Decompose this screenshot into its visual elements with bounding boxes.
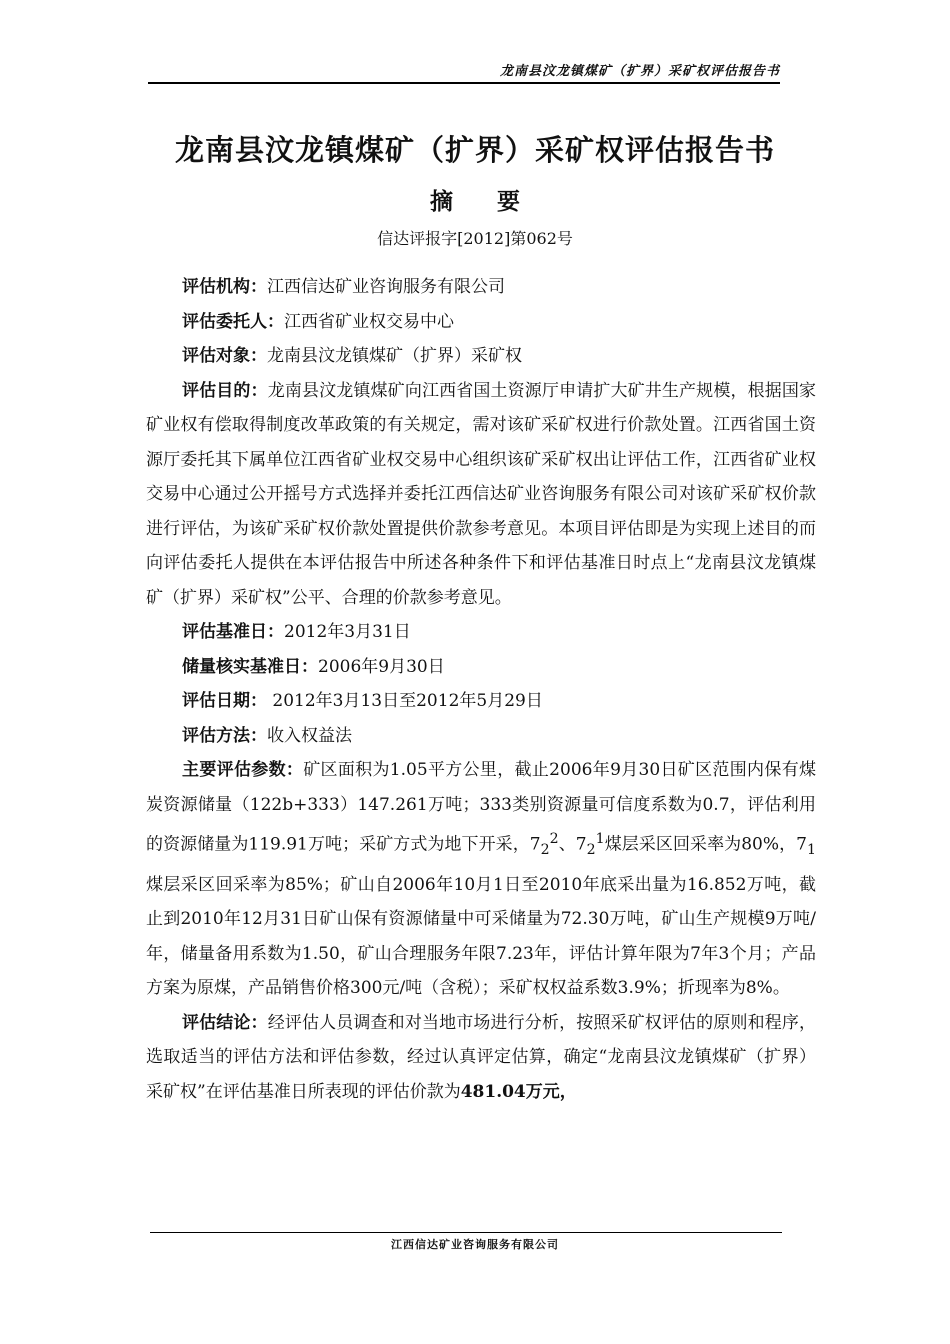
abstract-heading: 摘 要 [429,188,538,215]
field-label: 主要评估参数： [182,760,304,780]
field-agency [146,270,816,305]
params-text-4: 煤层采区回采率为85%；矿山自2006年10月1日至2010年底采出量为16.852万吨，截止到2010年12月31日矿山保有资源储量中可采储量为72.30万吨，矿山生产规模9万吨/年，储量备用系数为1.50，矿山合理服务年限7.23年，评估计算年限为7年3个月；产品方案为原煤，产品销售价格300元/吨（含税）；采矿权权益系数3.9%；折现率为8%。 [146,874,816,999]
field-value: 2006年9月30日 [318,656,445,677]
field-value: 2012年3月31日 [284,622,411,642]
field-label: 评估对象： [182,346,267,366]
field-label: 评估结论： [182,1012,268,1033]
seam-subscript: 2 [540,842,550,859]
field-value: 江西信达矿业咨询服务有限公司 [267,277,505,297]
field-value: 2012年3月13日至2012年5月29日 [267,691,543,711]
field-label: 评估方法： [182,725,267,746]
field-purpose [146,374,816,616]
field-label: 评估机构： [182,277,267,297]
field-value: 龙南县汶龙镇煤矿向江西省国土资源厅申请扩大矿井生产规模，根据国家矿业权有偿取得制度改革政策的有关规定，需对该矿采矿权进行价款处置。江西省国土资源厅委托其下属单位江西省矿业权交易中心组织该矿采矿权出让评估工作，江西省矿业权交易中心通过公开摇号方式选择并委托江西信达矿业咨询服务有限公司对该矿采矿权价款进行评估，为该矿采矿权价款处置提供价款参考意见。本项目评估即是为实现上述目的而向评估委托人提供在本评估报告中所述各种条件下和评估基准日时点上“龙南县汶龙镇煤矿（扩界）采矿权”公平、合理的价款参考意见。 [146,380,817,608]
footer-company: 江西信达矿业咨询服务有限公司 [391,1238,559,1251]
running-header: 龙南县汶龙镇煤矿（扩界）采矿权评估报告书 [499,64,780,79]
field-conclusion [146,1006,816,1110]
field-client [146,305,816,340]
report-title: 龙南县汶龙镇煤矿（扩界）采矿权评估报告书 [174,133,775,167]
field-object [146,339,816,374]
abstract-body [146,270,816,1109]
seam-subscript: 1 [806,842,816,859]
seam-superscript: 1 [595,831,605,847]
footer-rule [150,1232,782,1233]
params-text-1: 矿区面积为1.05平方公里，截止2006年9月30日矿区范围内保有煤炭资源储量（122b+333）147.261万吨；333类别资源量可信度系数为0.7，评估利用的资源储量为119.91万吨；采矿方式为地下开采，7 [146,760,817,855]
field-eval-period [146,684,816,719]
field-label: 评估目的： [182,380,268,401]
field-value: 收入权益法 [267,725,352,746]
field-reserve-date [146,650,816,685]
field-value: 江西省矿业权交易中心 [284,311,454,332]
field-base-date [146,615,816,650]
valuation-amount: 481.04万元， [460,1081,577,1102]
field-label: 储量核实基准日： [182,656,318,677]
field-value: 龙南县汶龙镇煤矿（扩界）采矿权 [267,346,522,366]
field-params [146,753,816,1006]
field-label: 评估日期： [182,691,267,711]
field-label: 评估基准日： [182,622,284,642]
seam-subscript: 2 [586,842,596,859]
field-label: 评估委托人： [182,311,284,332]
field-value: 经评估人员调查和对当地市场进行分析，按照采矿权评估的原则和程序，选取适当的评估方法和评估参数，经过认真评定估算，确定“龙南县汶龙镇煤矿（扩界）采矿权”在评估基准日所表现的评估价款为 [146,1012,817,1102]
params-text-2: 、7 [558,834,587,855]
document-number: 信达评报字[2012]第062号 [377,229,573,248]
field-method [146,719,816,754]
seam-superscript: 2 [549,831,559,847]
header-rule [148,82,780,84]
params-text-3: 煤层采区回采率为80%，7 [604,834,807,855]
